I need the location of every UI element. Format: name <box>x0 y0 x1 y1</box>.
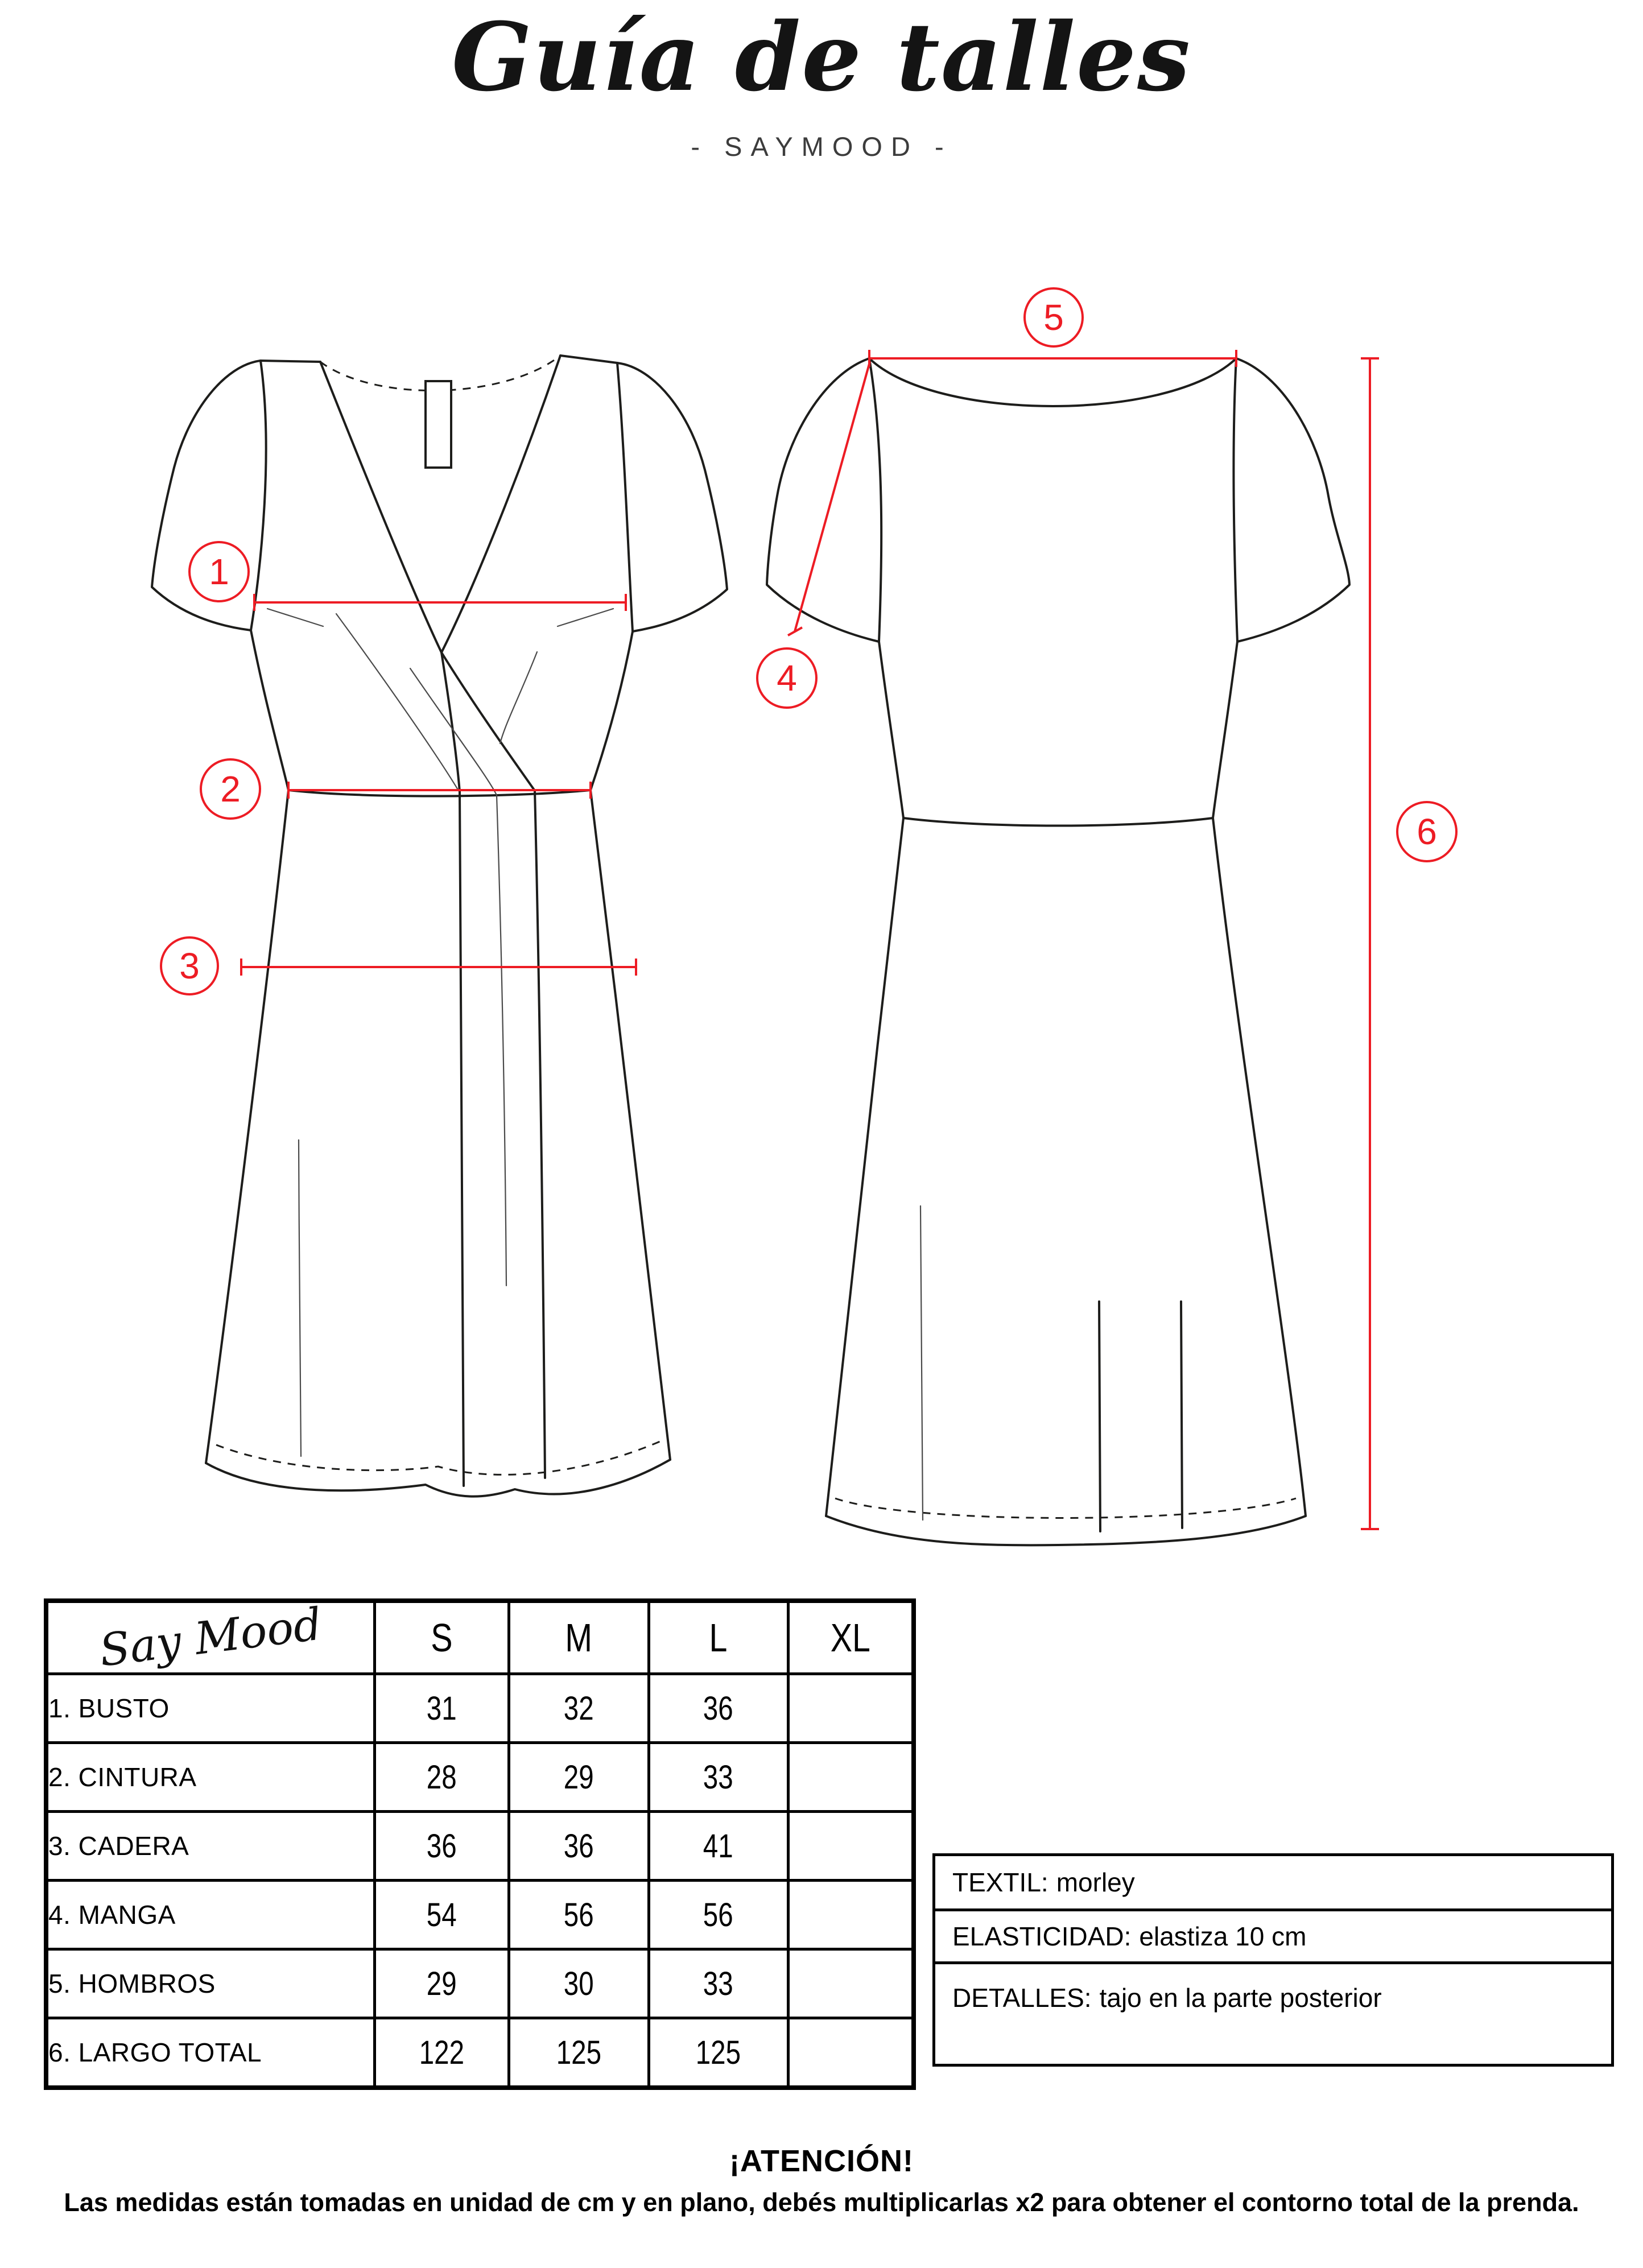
size-value-cell: 28 <box>374 1743 509 1812</box>
table-row-cintura <box>46 1743 914 1812</box>
front-dress-drawing <box>152 356 727 1497</box>
fabric-details-box <box>932 1853 1614 2067</box>
size-value-cell: 29 <box>374 1949 509 2018</box>
detail-value: morley <box>1056 1868 1135 1897</box>
brand-signature-cell <box>46 1598 374 1677</box>
back-dress-drawing <box>767 358 1349 1545</box>
size-value-cell: 29 <box>509 1743 649 1812</box>
svg-text:3: 3 <box>179 945 200 986</box>
attention-body: Las medidas están tomadas en unidad de cm y en plano, debés multiplicarlas x2 para obtener el contorno total de la prenda. <box>64 2188 1579 2217</box>
detail-row-textil <box>935 1856 1611 1908</box>
measurement-line-shoulders <box>869 350 1236 367</box>
hanging-tab <box>426 381 451 468</box>
size-value-cell <box>788 1674 914 1743</box>
table-row-cadera <box>46 1812 914 1881</box>
size-value-cell: 56 <box>509 1881 649 1949</box>
row-label: 3. CADERA <box>46 1812 374 1881</box>
size-column-l: L <box>649 1601 788 1674</box>
measurement-marker-3 <box>161 937 218 994</box>
table-row-largo-total <box>46 2018 914 2088</box>
detail-label: DETALLES: <box>952 1983 1092 2013</box>
detail-value: tajo en la parte posterior <box>1099 1983 1382 2013</box>
size-value-cell <box>788 1949 914 2018</box>
row-label: 4. MANGA <box>46 1881 374 1949</box>
size-value-cell <box>788 1881 914 1949</box>
brand-subtitle: - SAYMOOD - <box>691 131 952 162</box>
row-label: 5. HOMBROS <box>46 1949 374 2018</box>
size-column-m: M <box>509 1601 649 1674</box>
size-value-cell <box>788 2018 914 2088</box>
svg-text:5: 5 <box>1043 297 1064 338</box>
size-value-cell: 33 <box>649 1743 788 1812</box>
size-column-xl: XL <box>788 1601 914 1674</box>
measurement-annotations <box>161 288 1456 1529</box>
svg-text:4: 4 <box>777 658 797 699</box>
row-label: 2. CINTURA <box>46 1743 374 1812</box>
measurement-line-hip <box>241 959 636 976</box>
measurement-marker-2 <box>201 759 260 819</box>
detail-label: TEXTIL: <box>952 1868 1048 1897</box>
size-value-cell <box>788 1812 914 1881</box>
brand-signature: Say Mood <box>96 1598 325 1677</box>
measurement-marker-5 <box>1025 288 1083 346</box>
svg-text:2: 2 <box>220 769 241 809</box>
size-value-cell: 122 <box>374 2018 509 2088</box>
measurement-line-total-length <box>1361 358 1379 1529</box>
page-title: Guía de talles <box>451 2 1192 112</box>
detail-value: elastiza 10 cm <box>1139 1922 1307 1951</box>
size-value-cell: 36 <box>374 1812 509 1881</box>
size-value-cell: 36 <box>509 1812 649 1881</box>
size-value-cell: 36 <box>649 1674 788 1743</box>
size-column-s: S <box>374 1601 509 1674</box>
measurement-line-sleeve <box>788 362 870 635</box>
detail-row-elasticidad <box>935 1908 1611 1961</box>
size-table <box>44 1598 916 2090</box>
svg-text:6: 6 <box>1417 811 1437 852</box>
size-value-cell: 30 <box>509 1949 649 2018</box>
svg-text:1: 1 <box>209 551 229 592</box>
size-value-cell: 31 <box>374 1674 509 1743</box>
row-label: 1. BUSTO <box>46 1674 374 1743</box>
table-row-busto <box>46 1674 914 1743</box>
size-value-cell: 56 <box>649 1881 788 1949</box>
size-value-cell <box>788 1743 914 1812</box>
size-value-cell: 125 <box>649 2018 788 2088</box>
measurement-marker-6 <box>1397 802 1456 861</box>
size-value-cell: 54 <box>374 1881 509 1949</box>
detail-row-detalles <box>935 1961 1611 2058</box>
measurement-line-bust <box>254 594 626 611</box>
attention-heading: ¡ATENCIÓN! <box>729 2144 914 2178</box>
size-value-cell: 32 <box>509 1674 649 1743</box>
row-label: 6. LARGO TOTAL <box>46 2018 374 2088</box>
table-row-hombros <box>46 1949 914 2018</box>
size-value-cell: 125 <box>509 2018 649 2088</box>
table-row-manga <box>46 1881 914 1949</box>
size-value-cell: 41 <box>649 1812 788 1881</box>
size-table-header-row <box>46 1601 914 1674</box>
measurement-marker-1 <box>189 542 249 601</box>
measurement-marker-4 <box>757 648 816 708</box>
size-value-cell: 33 <box>649 1949 788 2018</box>
detail-label: ELASTICIDAD: <box>952 1922 1132 1951</box>
